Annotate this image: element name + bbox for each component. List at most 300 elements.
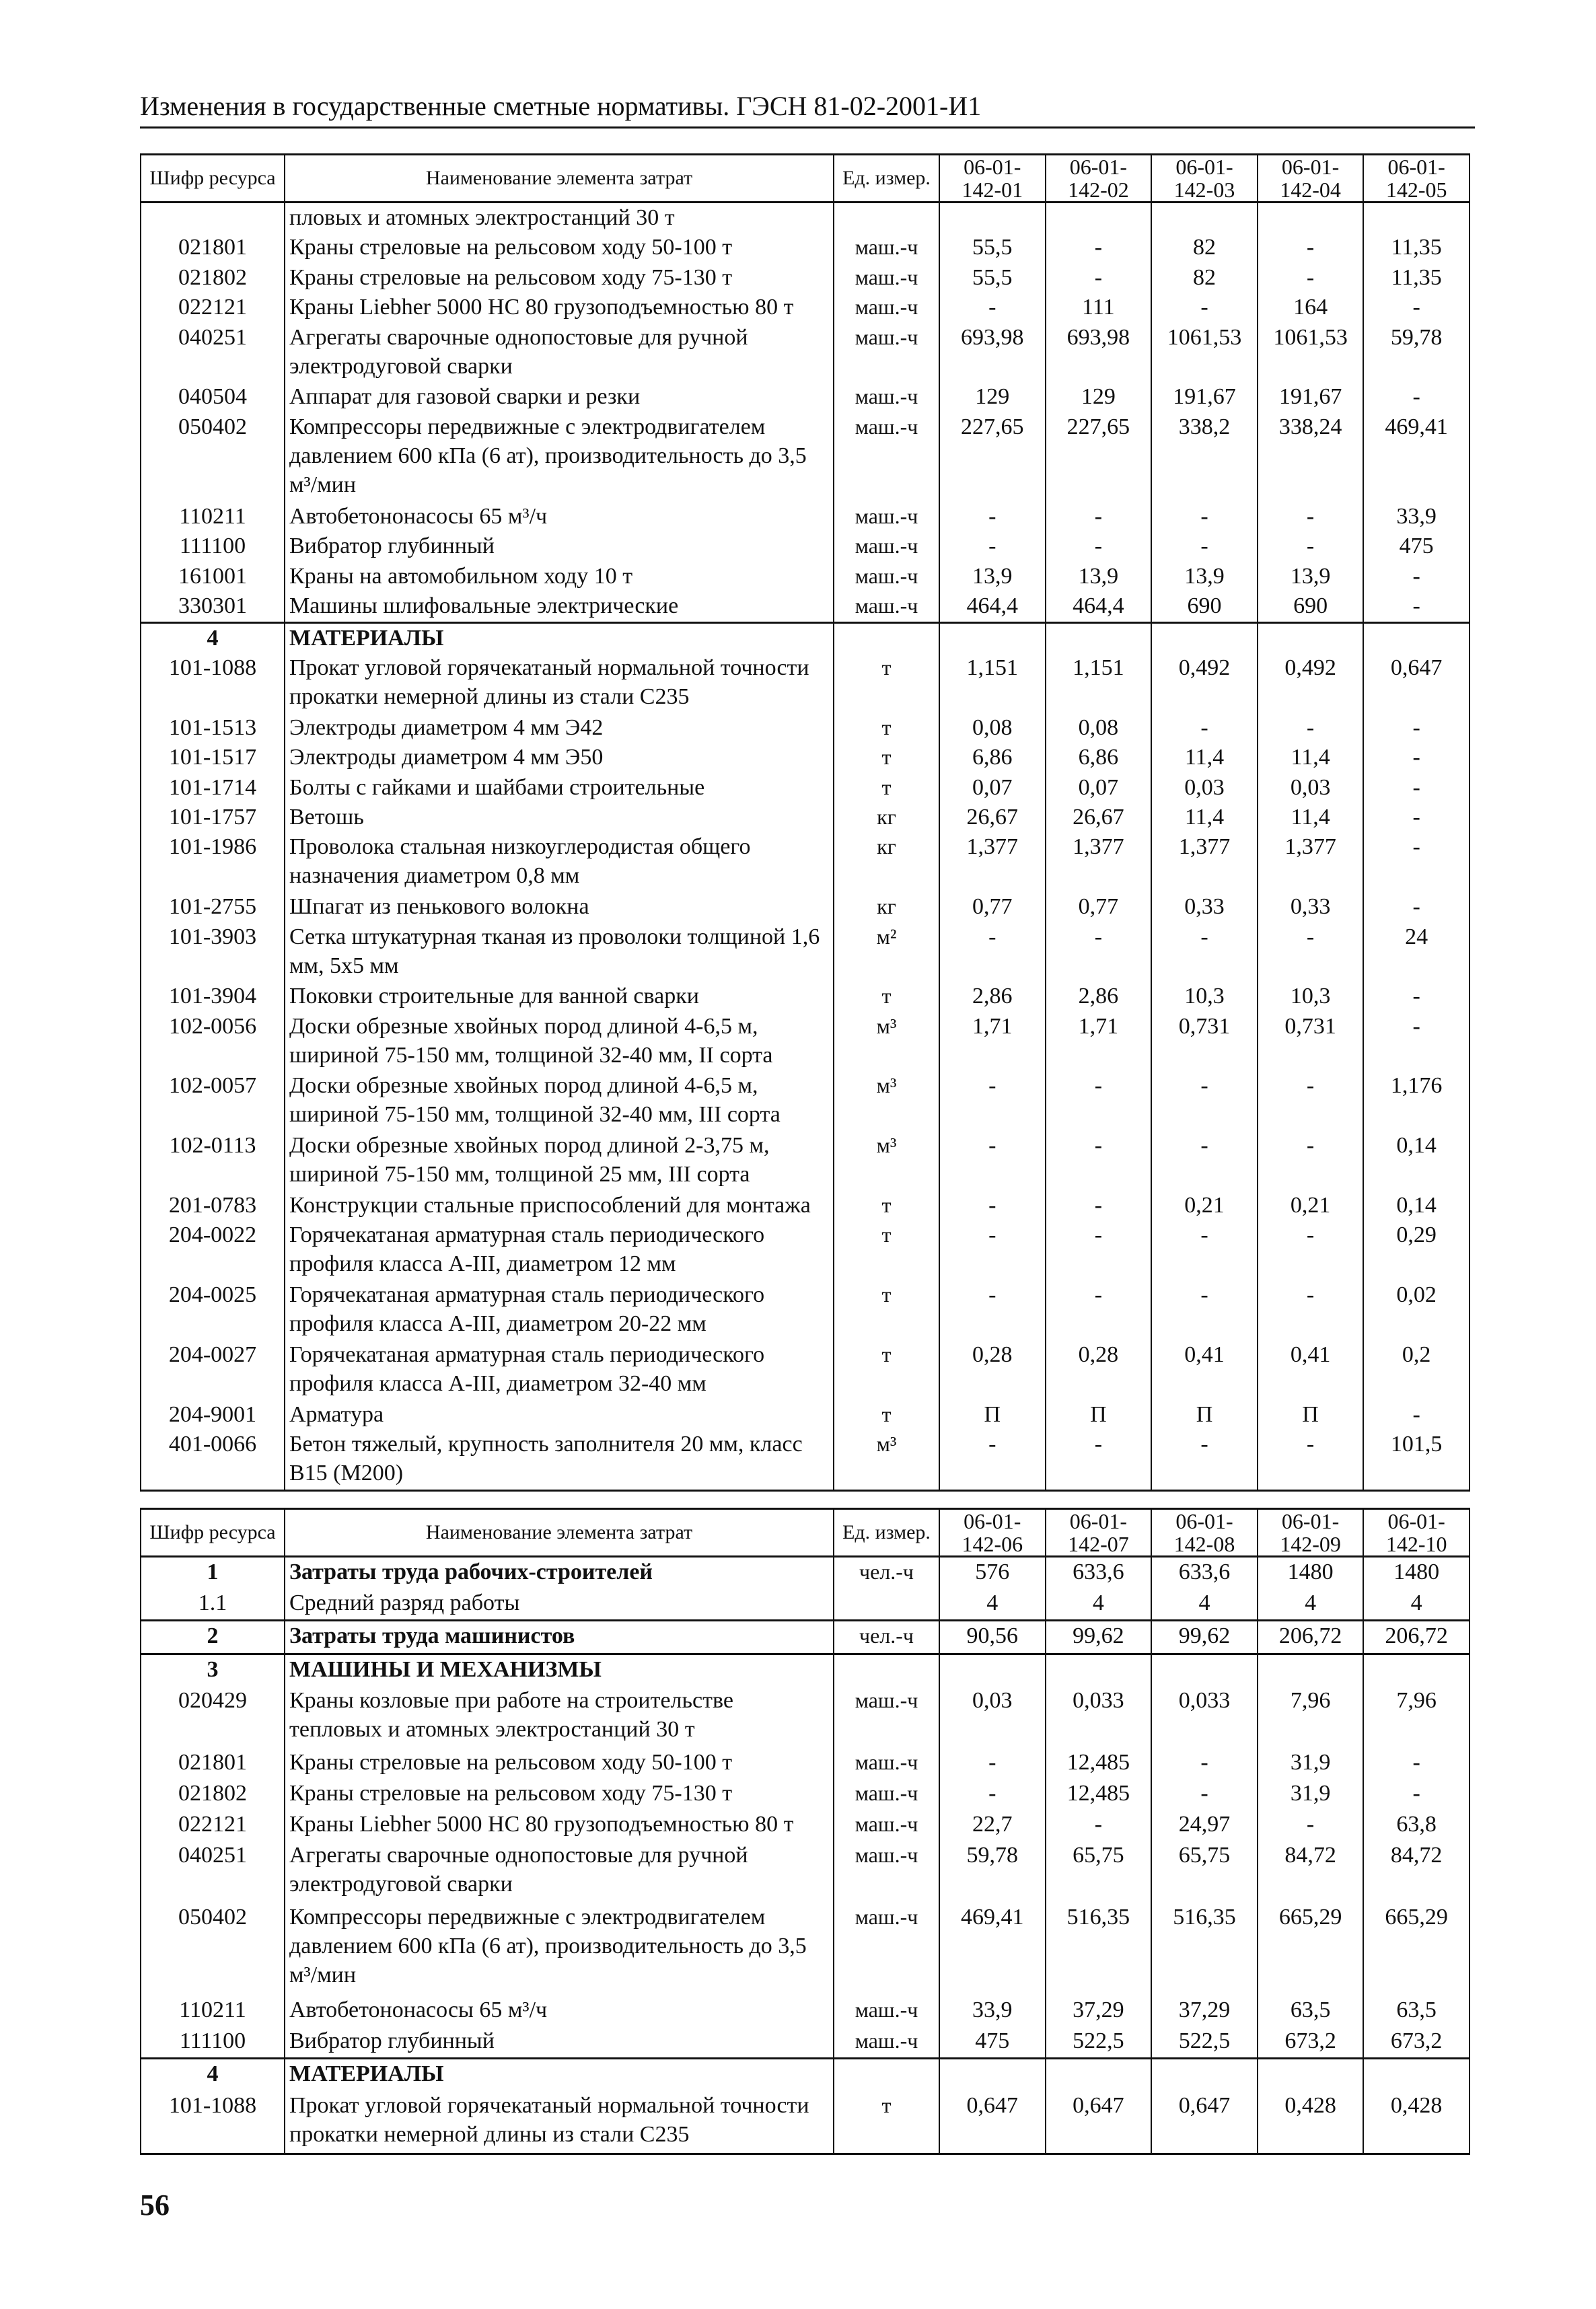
value: 0,33: [1258, 892, 1364, 922]
value: [1046, 1654, 1152, 1686]
value: -: [1046, 1191, 1152, 1220]
value: -: [939, 1280, 1046, 1340]
value: 0,647: [1363, 653, 1470, 713]
value: 206,72: [1363, 1621, 1470, 1654]
value: 0,428: [1258, 2091, 1364, 2154]
unit: [834, 203, 939, 233]
table-row: [141, 263, 1470, 293]
cost-element-name: Средний разряд работы: [285, 1588, 834, 1621]
value: 11,35: [1363, 263, 1470, 293]
value: -: [1363, 803, 1470, 832]
value: -: [1363, 713, 1470, 743]
value: -: [1046, 1430, 1152, 1490]
value: 516,35: [1151, 1903, 1258, 1995]
value: 0,41: [1151, 1340, 1258, 1400]
value: 693,98: [1046, 323, 1152, 383]
value: 1480: [1258, 1557, 1364, 1589]
value: -: [939, 293, 1046, 322]
resource-code: 021801: [141, 1748, 285, 1779]
value: 129: [939, 382, 1046, 412]
value: 11,4: [1151, 743, 1258, 772]
value: 111: [1046, 293, 1152, 322]
value: 26,67: [1046, 803, 1152, 832]
unit: маш.-ч: [834, 293, 939, 322]
cost-element-name: Агрегаты сварочные однопостовые для ручной электродуговой сварки: [285, 1841, 834, 1903]
resource-code: 201-0783: [141, 1191, 285, 1220]
cost-element-name: Поковки строительные для ванной сварки: [285, 982, 834, 1011]
value: [1046, 203, 1152, 233]
resource-code: 101-1513: [141, 713, 285, 743]
resource-code: 020429: [141, 1686, 285, 1748]
cost-element-name: Вибратор глубинный: [285, 2026, 834, 2059]
value: -: [1363, 1012, 1470, 1072]
table-row: [141, 1654, 1470, 1686]
value: 26,67: [939, 803, 1046, 832]
unit: [834, 2059, 939, 2091]
column-header: 06-01-142-07: [1046, 1509, 1152, 1557]
value: 693,98: [939, 323, 1046, 383]
cost-element-name: Ветошь: [285, 803, 834, 832]
value: -: [939, 1071, 1046, 1131]
resource-code: 4: [141, 622, 285, 653]
resource-code: 040251: [141, 323, 285, 383]
table-row: [141, 382, 1470, 412]
value: П: [939, 1400, 1046, 1430]
cost-element-name: МАТЕРИАЛЫ: [285, 2059, 834, 2091]
value: -: [1258, 1430, 1364, 1490]
value: 0,14: [1363, 1131, 1470, 1191]
resource-code: 204-0025: [141, 1280, 285, 1340]
cost-element-name: Горячекатаная арматурная сталь периодического профиля класса А-III, диаметром 20-22 мм: [285, 1280, 834, 1340]
cost-element-name: Аппарат для газовой сварки и резки: [285, 382, 834, 412]
value: -: [1046, 1220, 1152, 1280]
value: -: [1363, 1779, 1470, 1810]
value: 0,033: [1046, 1686, 1152, 1748]
resource-code: 050402: [141, 412, 285, 502]
column-header: Ед. измер.: [834, 155, 939, 203]
value: -: [1151, 532, 1258, 561]
unit: т: [834, 713, 939, 743]
cost-element-name: Сетка штукатурная тканая из проволоки толщиной 1,6 мм, 5х5 мм: [285, 922, 834, 982]
value: 1061,53: [1151, 323, 1258, 383]
table-row: [141, 1588, 1470, 1621]
page-number: 56: [140, 2189, 170, 2222]
value: -: [1046, 1810, 1152, 1841]
value: 227,65: [1046, 412, 1152, 502]
cost-element-name: Краны Liebher 5000 HC 80 грузоподъемностью 80 т: [285, 1810, 834, 1841]
value: 0,33: [1151, 892, 1258, 922]
value: 673,2: [1363, 2026, 1470, 2059]
cost-element-name: Краны козловые при работе на строительстве тепловых и атомных электростанций 30 т: [285, 1686, 834, 1748]
column-header: 06-01-142-03: [1151, 155, 1258, 203]
unit: [834, 1588, 939, 1621]
value: 1,71: [939, 1012, 1046, 1072]
value: 63,5: [1363, 1995, 1470, 2026]
value: 164: [1258, 293, 1364, 322]
value: 11,4: [1258, 743, 1364, 772]
unit: маш.-ч: [834, 1995, 939, 2026]
value: 690: [1258, 591, 1364, 622]
resource-code: 111100: [141, 532, 285, 561]
table-row: [141, 653, 1470, 713]
table-row: [141, 1280, 1470, 1340]
cost-element-name: Вибратор глубинный: [285, 532, 834, 561]
value: 206,72: [1258, 1621, 1364, 1654]
value: [1046, 2059, 1152, 2091]
value: [1363, 203, 1470, 233]
table-row: [141, 233, 1470, 262]
cost-element-name: Краны Liebher 5000 HC 80 грузоподъемностью 80 т: [285, 293, 834, 322]
value: -: [1046, 263, 1152, 293]
resource-table-2: [140, 1508, 1470, 2155]
value: -: [1258, 263, 1364, 293]
table-row: [141, 892, 1470, 922]
value: 2,86: [939, 982, 1046, 1011]
value: 24: [1363, 922, 1470, 982]
resource-code: 1.1: [141, 1588, 285, 1621]
value: 0,77: [1046, 892, 1152, 922]
value: -: [939, 1220, 1046, 1280]
value: 37,29: [1151, 1995, 1258, 2026]
value: 7,96: [1258, 1686, 1364, 1748]
column-header: Ед. измер.: [834, 1509, 939, 1557]
cost-element-name: Прокат угловой горячекатаный нормальной точности прокатки немерной длины из стали С235: [285, 653, 834, 713]
value: 0,03: [1258, 773, 1364, 803]
resource-code: 021802: [141, 1779, 285, 1810]
cost-element-name: пловых и атомных электростанций 30 т: [285, 203, 834, 233]
table-row: [141, 622, 1470, 653]
value: 10,3: [1258, 982, 1364, 1011]
unit: чел.-ч: [834, 1557, 939, 1589]
table-row: [141, 1748, 1470, 1779]
cost-element-name: Доски обрезные хвойных пород длиной 4-6,5 м, шириной 75-150 мм, толщиной 32-40 мм, II сорта: [285, 1012, 834, 1072]
table-row: [141, 803, 1470, 832]
table-row: [141, 832, 1470, 892]
resource-code: 101-1088: [141, 653, 285, 713]
value: 1,377: [939, 832, 1046, 892]
cost-element-name: Краны стреловые на рельсовом ходу 50-100 т: [285, 233, 834, 262]
value: -: [1258, 1810, 1364, 1841]
value: 4: [1363, 1588, 1470, 1621]
cost-element-name: Машины шлифовальные электрические: [285, 591, 834, 622]
cost-element-name: Болты с гайками и шайбами строительные: [285, 773, 834, 803]
table-row: [141, 1191, 1470, 1220]
value: -: [1363, 1400, 1470, 1430]
unit: м³: [834, 1131, 939, 1191]
unit: маш.-ч: [834, 502, 939, 532]
value: 65,75: [1151, 1841, 1258, 1903]
resource-code: 110211: [141, 1995, 285, 2026]
value: -: [1363, 1748, 1470, 1779]
resource-code: 3: [141, 1654, 285, 1686]
value: 0,08: [1046, 713, 1152, 743]
table-row: [141, 1995, 1470, 2026]
document-header: Изменения в государственные сметные нормативы. ГЭСН 81-02-2001-И1: [140, 86, 1475, 129]
value: [939, 203, 1046, 233]
value: -: [1363, 293, 1470, 322]
cost-element-name: Арматура: [285, 1400, 834, 1430]
column-header: 06-01-142-04: [1258, 155, 1364, 203]
value: 475: [939, 2026, 1046, 2059]
column-header: 06-01-142-01: [939, 155, 1046, 203]
resource-code: 161001: [141, 562, 285, 591]
unit: чел.-ч: [834, 1621, 939, 1654]
unit: т: [834, 1280, 939, 1340]
table-row: [141, 532, 1470, 561]
column-header: 06-01-142-02: [1046, 155, 1152, 203]
value: -: [939, 1748, 1046, 1779]
value: -: [1363, 982, 1470, 1011]
value: 129: [1046, 382, 1152, 412]
value: 63,8: [1363, 1810, 1470, 1841]
value: -: [1258, 532, 1364, 561]
value: -: [939, 922, 1046, 982]
unit: т: [834, 1340, 939, 1400]
table-row: [141, 1340, 1470, 1400]
value: П: [1258, 1400, 1364, 1430]
value: 0,492: [1151, 653, 1258, 713]
table-row: [141, 323, 1470, 383]
resource-code: 021801: [141, 233, 285, 262]
resource-code: 102-0057: [141, 1071, 285, 1131]
value: 464,4: [1046, 591, 1152, 622]
value: -: [939, 1131, 1046, 1191]
table-row: [141, 2026, 1470, 2059]
value: -: [1151, 1430, 1258, 1490]
value: 0,29: [1363, 1220, 1470, 1280]
cost-element-name: МАШИНЫ И МЕХАНИЗМЫ: [285, 1654, 834, 1686]
resource-code: 1: [141, 1557, 285, 1589]
table-row: [141, 1400, 1470, 1430]
cost-element-name: Шпагат из пенькового волокна: [285, 892, 834, 922]
cost-element-name: Автобетононасосы 65 м³/ч: [285, 1995, 834, 2026]
value: 0,02: [1363, 1280, 1470, 1340]
cost-element-name: Прокат угловой горячекатаный нормальной точности прокатки немерной длины из стали С235: [285, 2091, 834, 2154]
value: 0,14: [1363, 1191, 1470, 1220]
unit: маш.-ч: [834, 1810, 939, 1841]
value: [1151, 1654, 1258, 1686]
resource-code: 101-1714: [141, 773, 285, 803]
value: 0,03: [939, 1686, 1046, 1748]
value: 90,56: [939, 1621, 1046, 1654]
value: 13,9: [1046, 562, 1152, 591]
unit: м³: [834, 1012, 939, 1072]
value: -: [1151, 502, 1258, 532]
value: -: [1258, 1131, 1364, 1191]
value: 576: [939, 1557, 1046, 1589]
value: 0,21: [1151, 1191, 1258, 1220]
value: -: [1258, 1280, 1364, 1340]
value: 1,71: [1046, 1012, 1152, 1072]
table-row: [141, 293, 1470, 322]
cost-element-name: Бетон тяжелый, крупность заполнителя 20 мм, класс В15 (М200): [285, 1430, 834, 1490]
table-row: [141, 713, 1470, 743]
resource-code: 101-2755: [141, 892, 285, 922]
value: 99,62: [1151, 1621, 1258, 1654]
unit: т: [834, 982, 939, 1011]
value: 0,41: [1258, 1340, 1364, 1400]
value: [1258, 203, 1364, 233]
value: -: [939, 1779, 1046, 1810]
column-header: 06-01-142-08: [1151, 1509, 1258, 1557]
value: [939, 622, 1046, 653]
table-row: [141, 1220, 1470, 1280]
value: 522,5: [1151, 2026, 1258, 2059]
value: -: [939, 1191, 1046, 1220]
value: П: [1046, 1400, 1152, 1430]
value: -: [1046, 922, 1152, 982]
value: -: [939, 532, 1046, 561]
value: 0,731: [1258, 1012, 1364, 1072]
cost-element-name: Электроды диаметром 4 мм Э42: [285, 713, 834, 743]
value: 63,5: [1258, 1995, 1364, 2026]
value: 1,151: [939, 653, 1046, 713]
value: -: [1363, 743, 1470, 772]
value: -: [1046, 1071, 1152, 1131]
table-row: [141, 922, 1470, 982]
value: -: [1363, 562, 1470, 591]
unit: [834, 622, 939, 653]
value: 665,29: [1363, 1903, 1470, 1995]
unit: маш.-ч: [834, 562, 939, 591]
value: 0,428: [1363, 2091, 1470, 2154]
value: 338,24: [1258, 412, 1364, 502]
column-header: Наименование элемента затрат: [285, 1509, 834, 1557]
value: П: [1151, 1400, 1258, 1430]
table-row: [141, 743, 1470, 772]
value: 338,2: [1151, 412, 1258, 502]
cost-element-name: Краны стреловые на рельсовом ходу 75-130 т: [285, 1779, 834, 1810]
value: 475: [1363, 532, 1470, 561]
value: 11,4: [1151, 803, 1258, 832]
value: 464,4: [939, 591, 1046, 622]
unit: м³: [834, 1430, 939, 1490]
unit: т: [834, 2091, 939, 2154]
unit: т: [834, 773, 939, 803]
value: 0,28: [939, 1340, 1046, 1400]
value: 13,9: [1258, 562, 1364, 591]
unit: маш.-ч: [834, 1841, 939, 1903]
value: -: [1151, 922, 1258, 982]
value: 0,21: [1258, 1191, 1364, 1220]
value: 99,62: [1046, 1621, 1152, 1654]
resource-code: 111100: [141, 2026, 285, 2059]
value: -: [1258, 922, 1364, 982]
resource-code: 4: [141, 2059, 285, 2091]
cost-element-name: Доски обрезные хвойных пород длиной 4-6,5 м, шириной 75-150 мм, толщиной 32-40 мм, III сорта: [285, 1071, 834, 1131]
table-row: [141, 982, 1470, 1011]
column-header: Шифр ресурса: [141, 1509, 285, 1557]
value: 0,07: [939, 773, 1046, 803]
cost-element-name: Краны на автомобильном ходу 10 т: [285, 562, 834, 591]
unit: маш.-ч: [834, 591, 939, 622]
resource-code: 102-0113: [141, 1131, 285, 1191]
table-row: [141, 1012, 1470, 1072]
value: 1480: [1363, 1557, 1470, 1589]
resource-code: [141, 203, 285, 233]
value: 11,4: [1258, 803, 1364, 832]
value: 6,86: [1046, 743, 1152, 772]
value: 22,7: [939, 1810, 1046, 1841]
value: 0,033: [1151, 1686, 1258, 1748]
resource-code: 401-0066: [141, 1430, 285, 1490]
value: -: [1046, 1280, 1152, 1340]
value: 665,29: [1258, 1903, 1364, 1995]
value: 84,72: [1258, 1841, 1364, 1903]
resource-code: 101-1517: [141, 743, 285, 772]
unit: кг: [834, 832, 939, 892]
unit: маш.-ч: [834, 382, 939, 412]
table-row: [141, 1686, 1470, 1748]
value: [1363, 1654, 1470, 1686]
resource-code: 102-0056: [141, 1012, 285, 1072]
value: -: [1363, 892, 1470, 922]
value: 1,377: [1151, 832, 1258, 892]
value: 7,96: [1363, 1686, 1470, 1748]
unit: [834, 1654, 939, 1686]
cost-element-name: Краны стреловые на рельсовом ходу 50-100 т: [285, 1748, 834, 1779]
value: 84,72: [1363, 1841, 1470, 1903]
value: 33,9: [1363, 502, 1470, 532]
value: 55,5: [939, 263, 1046, 293]
value: 59,78: [939, 1841, 1046, 1903]
resource-code: 040504: [141, 382, 285, 412]
cost-element-name: Затраты труда рабочих-строителей: [285, 1557, 834, 1589]
unit: маш.-ч: [834, 2026, 939, 2059]
resource-code: 204-0022: [141, 1220, 285, 1280]
value: 4: [1258, 1588, 1364, 1621]
value: -: [1151, 1779, 1258, 1810]
value: -: [1046, 502, 1152, 532]
value: 633,6: [1151, 1557, 1258, 1589]
value: 469,41: [1363, 412, 1470, 502]
value: -: [1151, 1131, 1258, 1191]
column-header: 06-01-142-05: [1363, 155, 1470, 203]
cost-element-name: Горячекатаная арматурная сталь периодического профиля класса А-III, диаметром 12 мм: [285, 1220, 834, 1280]
value: -: [1363, 591, 1470, 622]
value: 4: [1151, 1588, 1258, 1621]
value: 31,9: [1258, 1748, 1364, 1779]
value: 1,377: [1046, 832, 1152, 892]
table-row: [141, 1430, 1470, 1490]
resource-code: 110211: [141, 502, 285, 532]
unit: т: [834, 743, 939, 772]
cost-element-name: Компрессоры передвижные с электродвигателем давлением 600 кПа (6 ат), производительность до 3,5 м³/мин: [285, 1903, 834, 1995]
resource-code: 101-3903: [141, 922, 285, 982]
resource-code: 2: [141, 1621, 285, 1654]
value: [939, 1654, 1046, 1686]
cost-element-name: Горячекатаная арматурная сталь периодического профиля класса А-III, диаметром 32-40 мм: [285, 1340, 834, 1400]
value: 13,9: [1151, 562, 1258, 591]
value: -: [1151, 293, 1258, 322]
value: [1151, 2059, 1258, 2091]
resource-code: 204-0027: [141, 1340, 285, 1400]
value: -: [1151, 713, 1258, 743]
value: 82: [1151, 263, 1258, 293]
value: 469,41: [939, 1903, 1046, 1995]
value: 0,03: [1151, 773, 1258, 803]
value: 0,08: [939, 713, 1046, 743]
value: 33,9: [939, 1995, 1046, 2026]
resource-code: 022121: [141, 293, 285, 322]
unit: м²: [834, 922, 939, 982]
unit: маш.-ч: [834, 1748, 939, 1779]
value: [939, 2059, 1046, 2091]
unit: маш.-ч: [834, 412, 939, 502]
value: [1151, 203, 1258, 233]
value: 0,07: [1046, 773, 1152, 803]
value: 673,2: [1258, 2026, 1364, 2059]
